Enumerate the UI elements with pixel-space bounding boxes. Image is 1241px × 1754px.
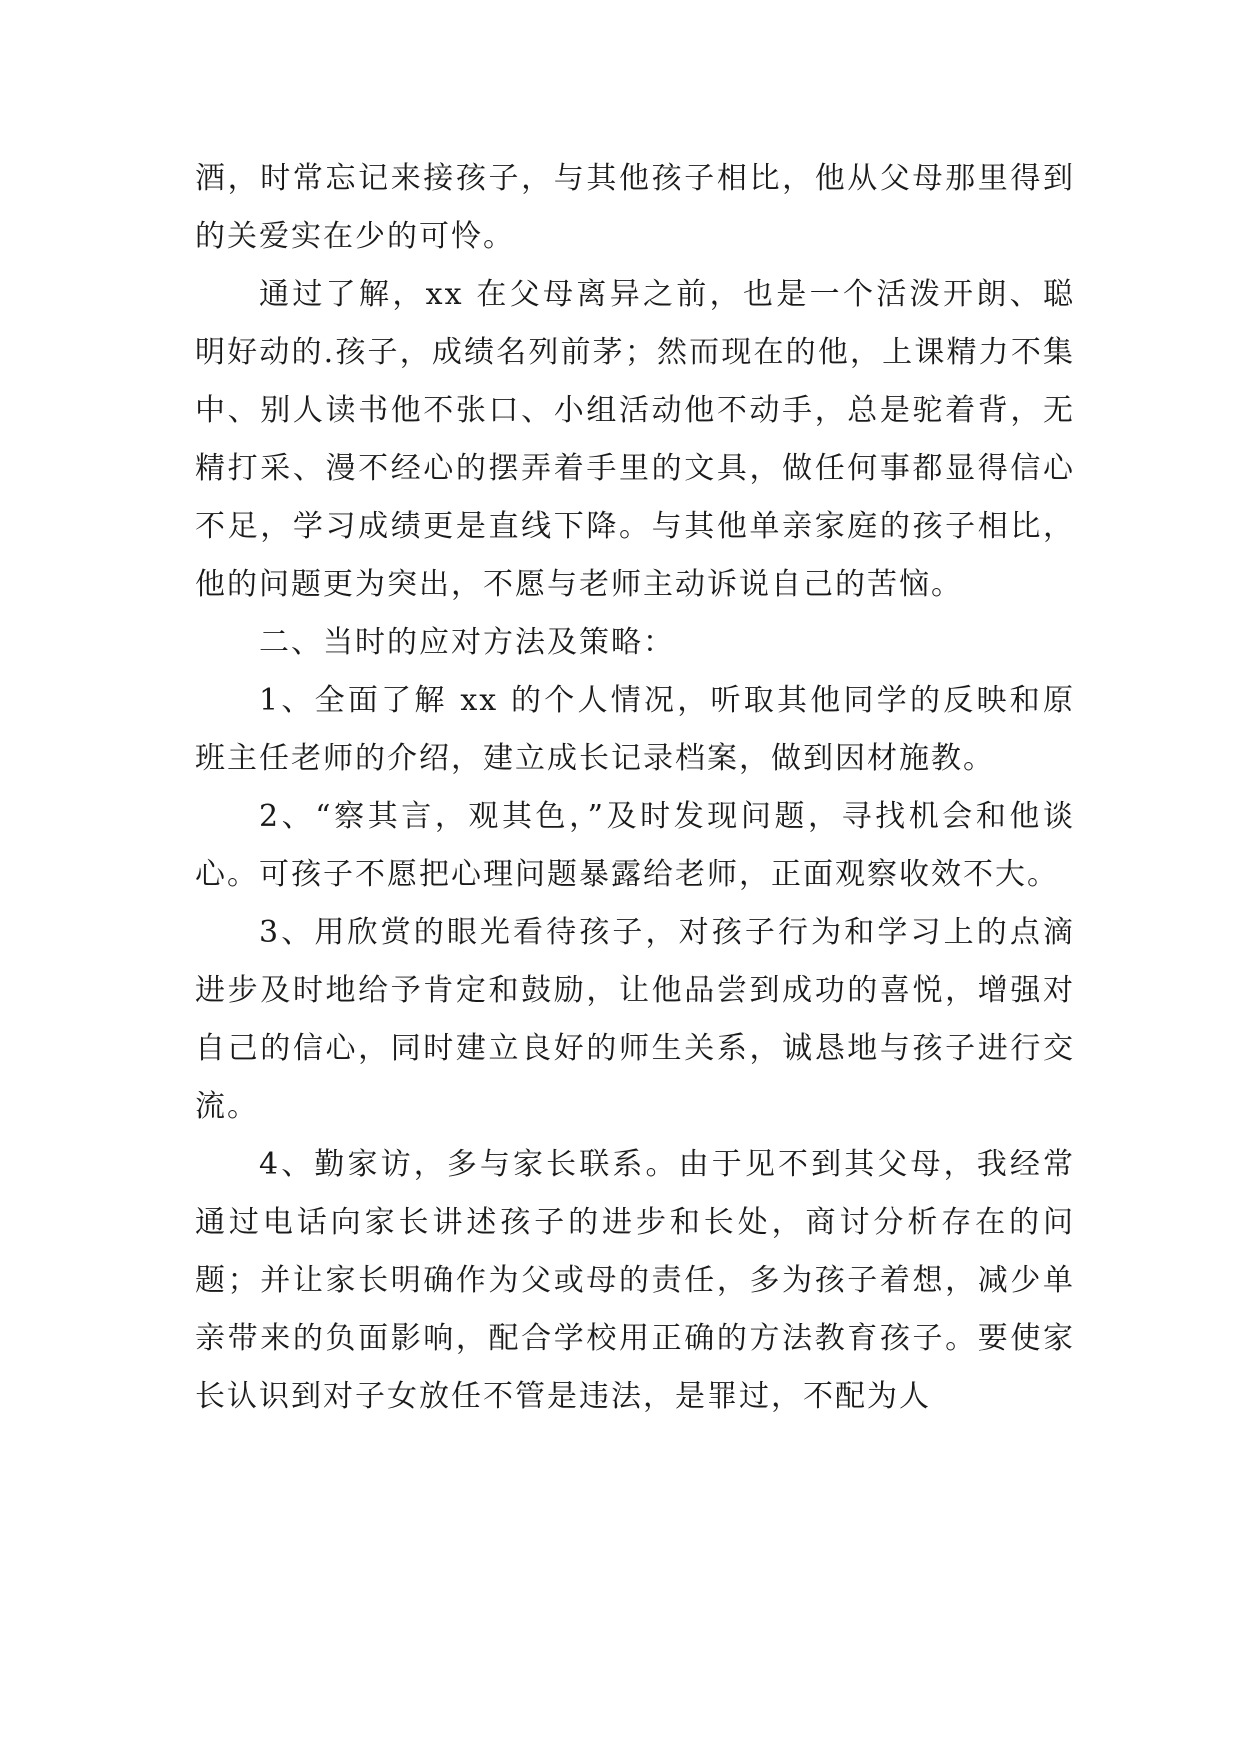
paragraph: 通过了解，xx 在父母离异之前，也是一个活泼开朗、聪明好动的.孩子，成绩名列前茅；然而现在的他，上课精力不集中、别人读书他不张口、小组活动他不动手，总是驼着背，无精打采、漫不经心的摆弄着手里的文具，做任何事都显得信心不足，学习成绩更是直线下降。与其他单亲家庭的孩子相比，他的问题更为突出，不愿与老师主动诉说自己的苦恼。	[195, 277, 1075, 602]
list-item: 2、“察其言，观其色，”及时发现问题，寻找机会和他谈心。可孩子不愿把心理问题暴露给老师，正面观察收效不大。	[195, 799, 1075, 892]
list-item: 3、用欣赏的眼光看待孩子，对孩子行为和学习上的点滴进步及时地给予肯定和鼓励，让他品尝到成功的喜悦，增强对自己的信心，同时建立良好的师生关系，诚恳地与孩子进行交流。	[195, 915, 1075, 1124]
document-body	[195, 150, 1075, 1426]
paragraph: 酒，时常忘记来接孩子，与其他孩子相比，他从父母那里得到的关爱实在少的可怜。	[195, 161, 1075, 254]
list-item: 4、勤家访，多与家长联系。由于见不到其父母，我经常通过电话向家长讲述孩子的进步和长处，商讨分析存在的问题；并让家长明确作为父或母的责任，多为孩子着想，减少单亲带来的负面影响，配合学校用正确的方法教育孩子。要使家长认识到对子女放任不管是违法，是罪过，不配为人	[195, 1147, 1075, 1414]
list-item: 1、全面了解 xx 的个人情况，听取其他同学的反映和原班主任老师的介绍，建立成长记录档案，做到因材施教。	[195, 683, 1075, 776]
section-heading: 二、当时的应对方法及策略：	[259, 625, 675, 660]
